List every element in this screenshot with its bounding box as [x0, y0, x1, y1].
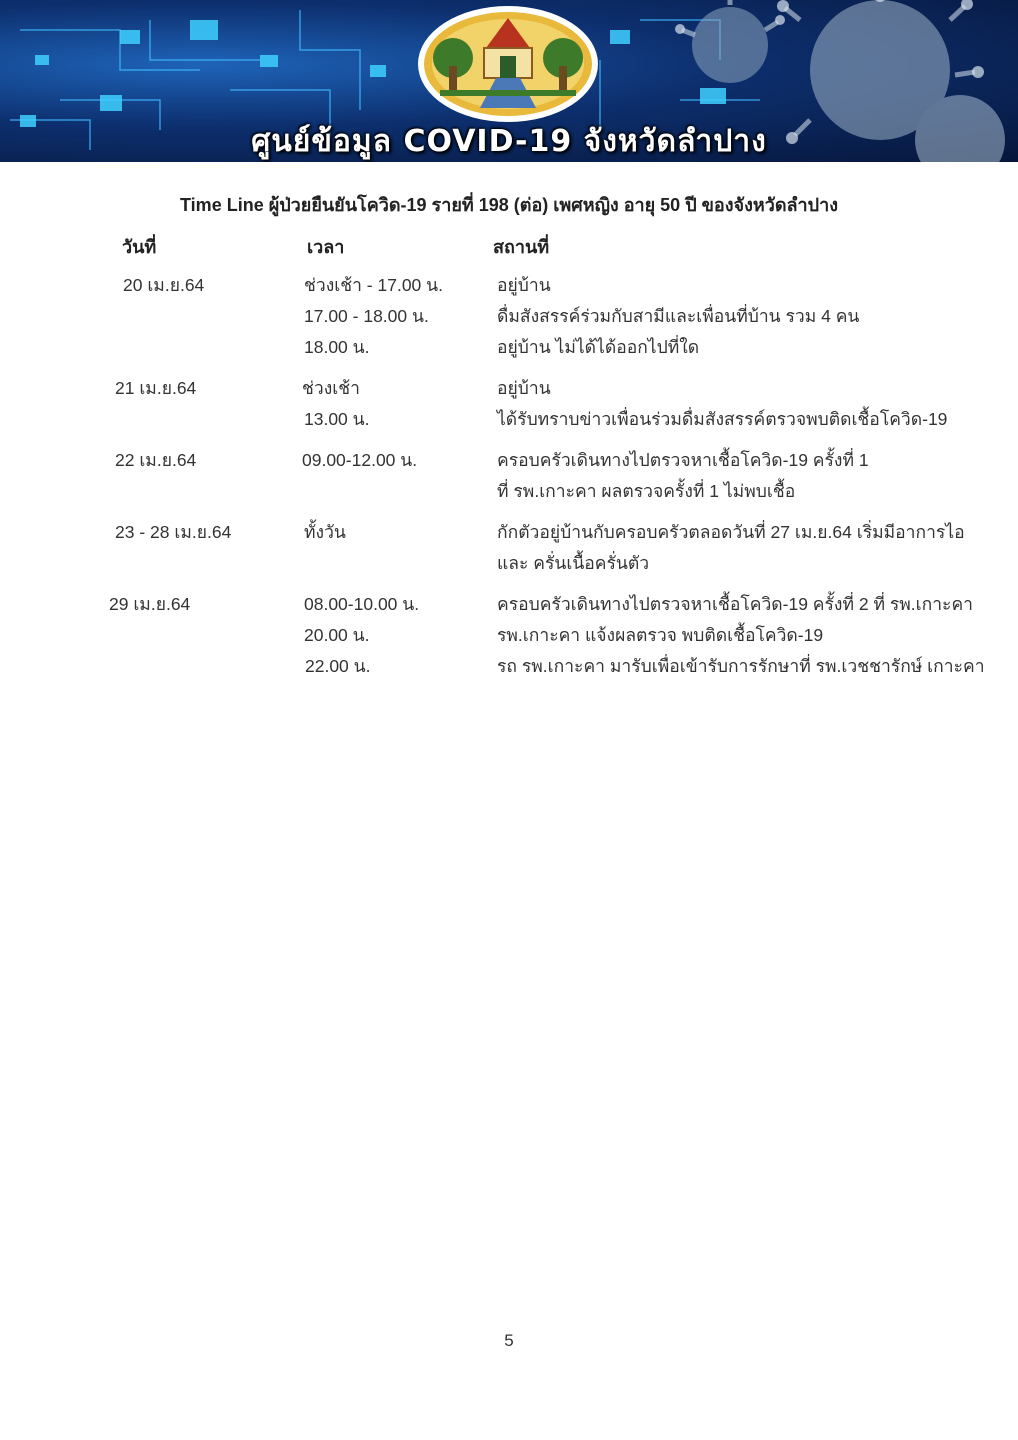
row-time: 22.00 น. — [305, 656, 371, 676]
row-place: ได้รับทราบข่าวเพื่อนร่วมดื่มสังสรรค์ตรวจพบติดเชื้อโควิด-19 — [497, 409, 948, 429]
row-place: ดื่มสังสรรค์ร่วมกับสามีและเพื่อนที่บ้าน รวม 4 คน — [497, 306, 860, 326]
row-place: รพ.เกาะคา แจ้งผลตรวจ พบติดเชื้อโควิด-19 — [497, 625, 824, 645]
row-place: และ ครั่นเนื้อครั่นตัว — [497, 553, 650, 573]
row-time: 18.00 น. — [304, 337, 370, 357]
page-number: 5 — [504, 1331, 514, 1350]
row-date: 29 เม.ย.64 — [109, 594, 191, 614]
row-date: 22 เม.ย.64 — [115, 450, 197, 470]
row-place: อยู่บ้าน — [497, 378, 551, 398]
header-time: เวลา — [307, 237, 345, 257]
row-date: 23 - 28 เม.ย.64 — [115, 522, 232, 542]
row-place: รถ รพ.เกาะคา มารับเพื่อเข้ารับการรักษาที่ รพ.เวชชารักษ์ เกาะคา — [497, 656, 985, 676]
row-place: อยู่บ้าน — [497, 275, 551, 295]
row-time: 08.00-10.00 น. — [304, 594, 420, 614]
row-date: 20 เม.ย.64 — [123, 275, 205, 295]
row-time: ช่วงเช้า - 17.00 น. — [304, 275, 443, 295]
row-time: 20.00 น. — [304, 625, 370, 645]
row-time: 13.00 น. — [304, 409, 370, 429]
header-banner — [0, 0, 1018, 162]
document-title: Time Line ผู้ป่วยยืนยันโควิด-19 รายที่ 198 (ต่อ) เพศหญิง อายุ 50 ปี ของจังหวัดลำปาง — [180, 195, 838, 215]
row-place: ที่ รพ.เกาะคา ผลตรวจครั้งที่ 1 ไม่พบเชื้อ — [497, 481, 796, 501]
row-place: ครอบครัวเดินทางไปตรวจหาเชื้อโควิด-19 ครั้งที่ 1 — [497, 450, 869, 470]
lampang-emblem — [418, 6, 598, 122]
header-date: วันที่ — [122, 237, 157, 257]
row-date: 21 เม.ย.64 — [115, 378, 197, 398]
header-place: สถานที่ — [493, 237, 550, 257]
row-time: ช่วงเช้า — [302, 378, 360, 398]
row-place: กักตัวอยู่บ้านกับครอบครัวตลอดวันที่ 27 เม.ย.64 เริ่มมีอาการไอ — [497, 522, 965, 542]
row-place: อยู่บ้าน ไม่ได้ได้ออกไปที่ใด — [497, 337, 700, 357]
row-time: 17.00 - 18.00 น. — [304, 306, 429, 326]
row-place: ครอบครัวเดินทางไปตรวจหาเชื้อโควิด-19 ครั้งที่ 2 ที่ รพ.เกาะคา — [497, 594, 973, 614]
row-time: ทั้งวัน — [304, 522, 346, 542]
banner-title: ศูนย์ข้อมูล COVID-19 จังหวัดลำปาง — [251, 124, 767, 159]
row-time: 09.00-12.00 น. — [302, 450, 418, 470]
